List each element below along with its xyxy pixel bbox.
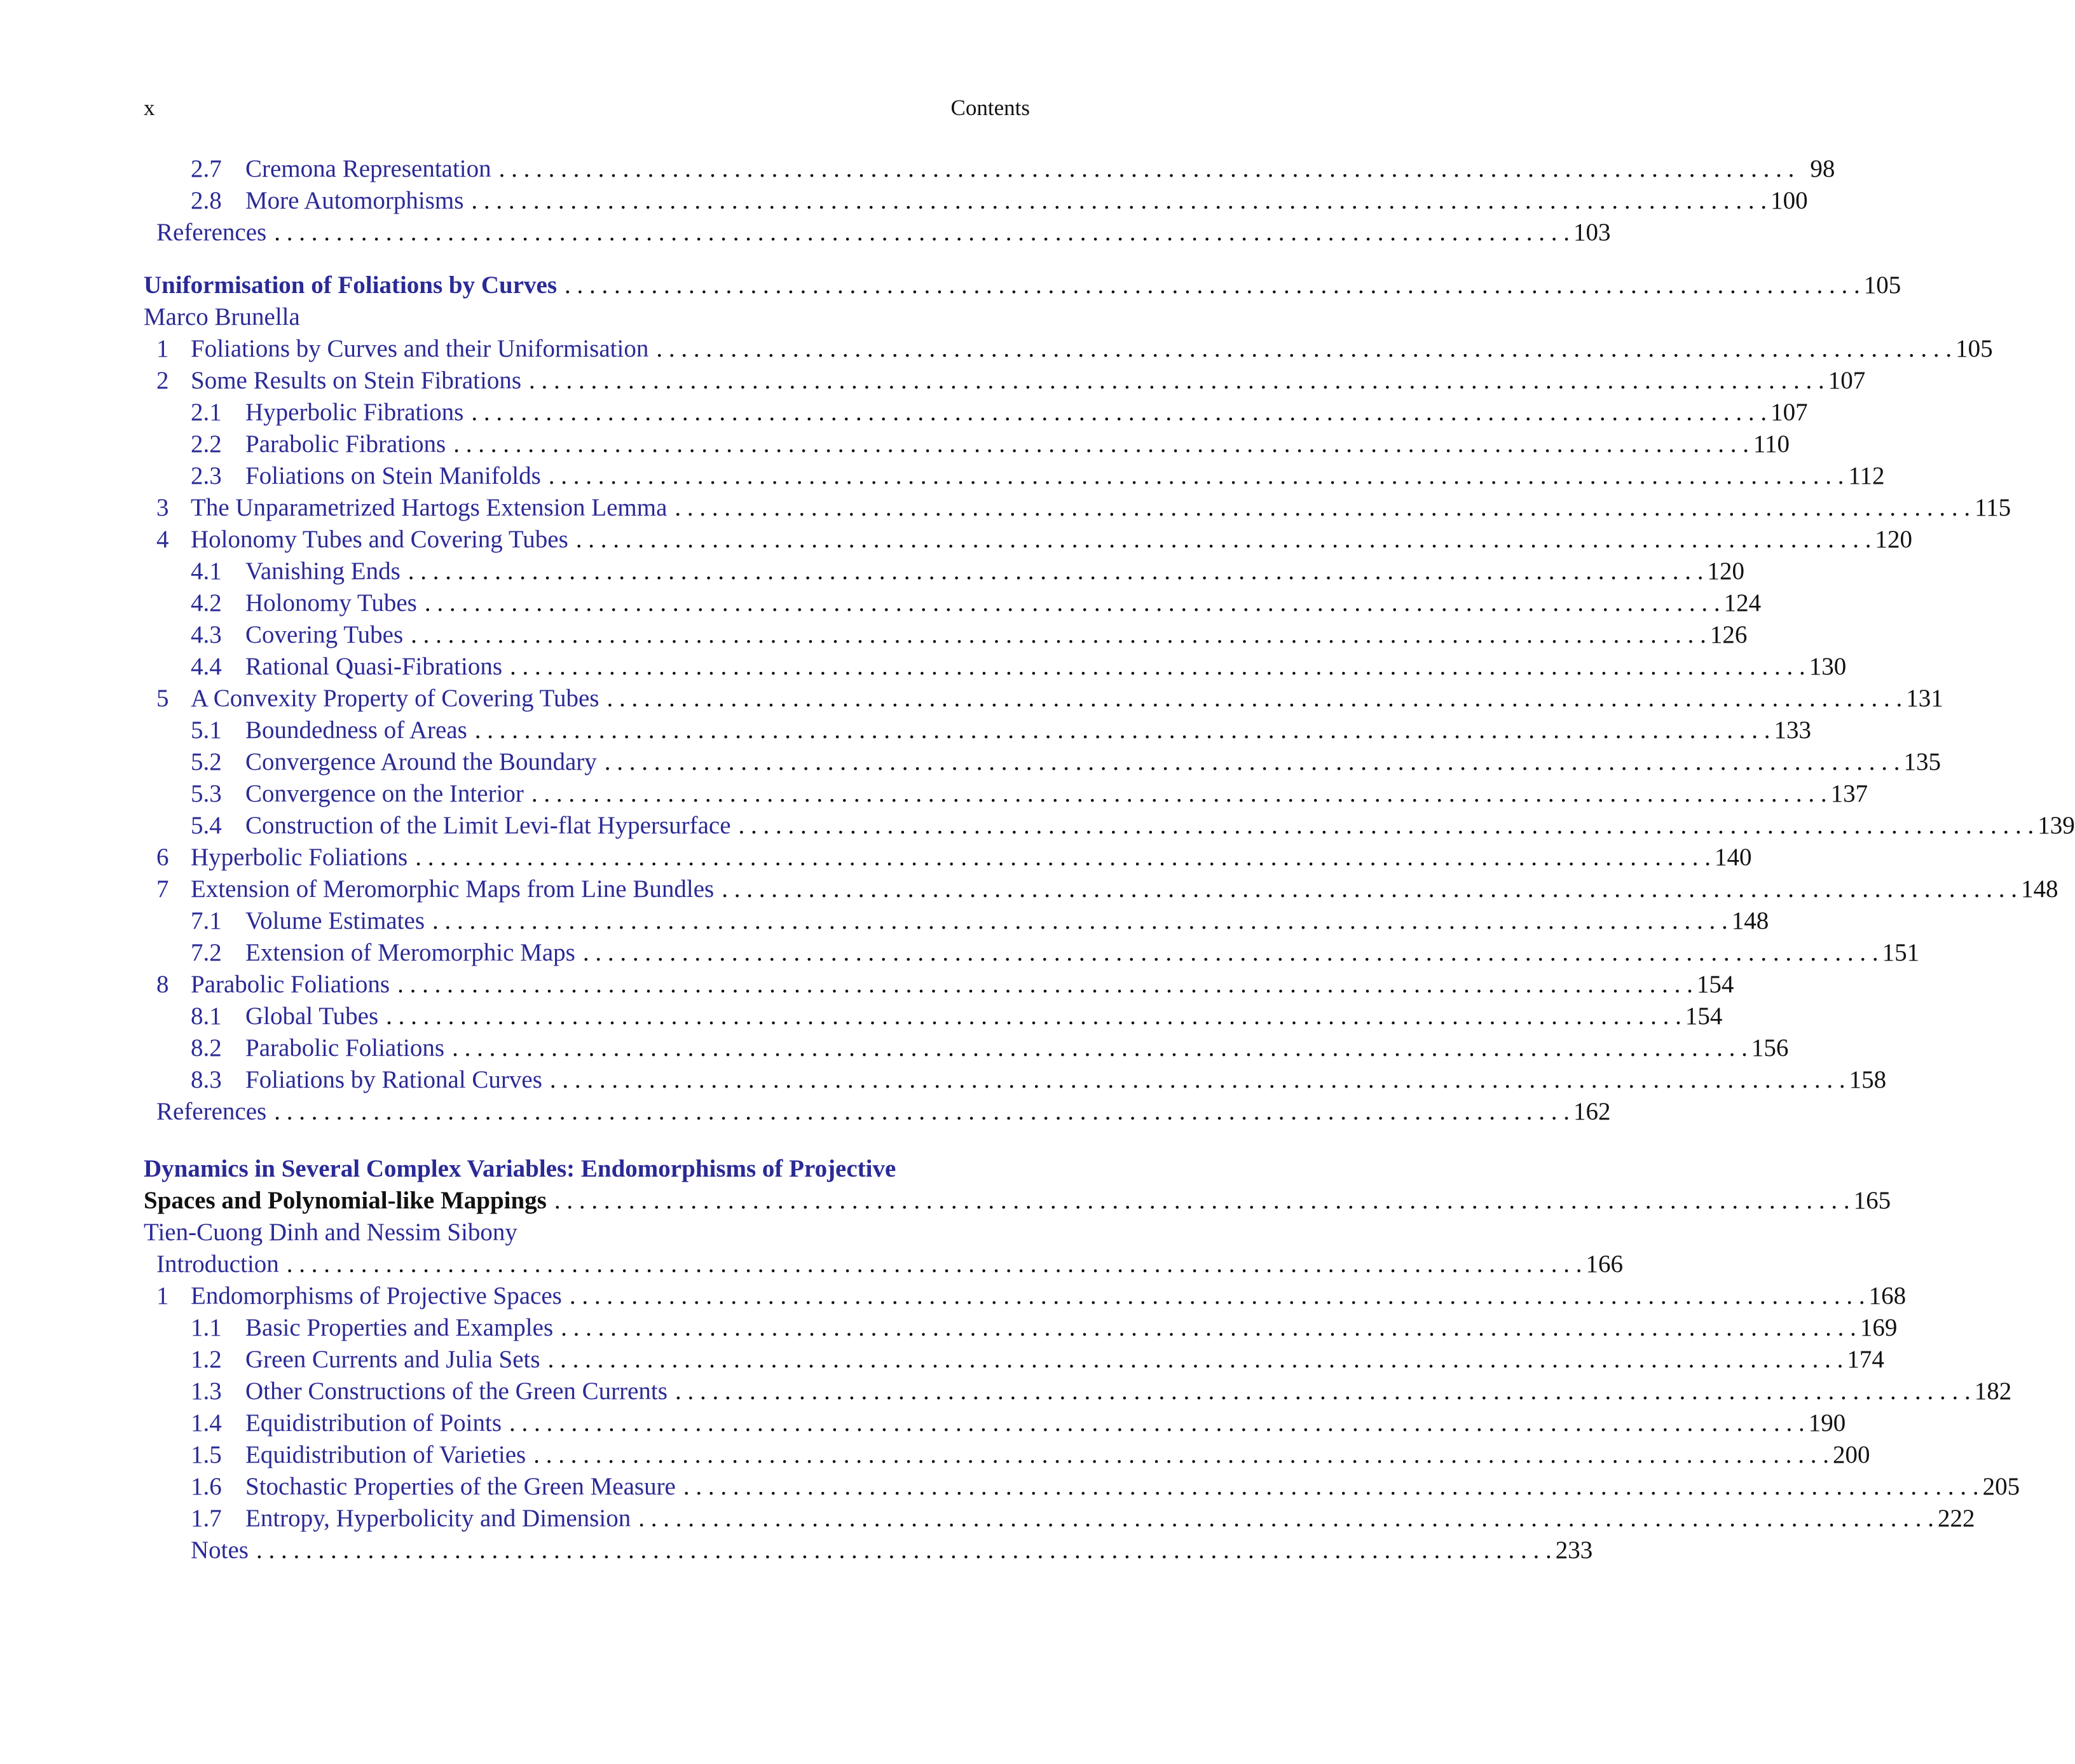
toc-entry-page: 98 [1810, 155, 1835, 182]
toc-entry[interactable] [144, 714, 1812, 746]
toc-entry-title[interactable]: Some Results on Stein Fibrations [191, 367, 522, 394]
chapter-title-continued[interactable]: Spaces and Polynomial-like Mappings [144, 1187, 547, 1214]
toc-entry-page: 182 [1974, 1378, 2012, 1405]
chapter-title[interactable]: Uniformisation of Foliations by Curves [144, 271, 558, 299]
leader-dots: . . . . . . . . . . . . . . . . . . . . . . . . . . . . . . . . . . . . . . . . . . . . . . . . . . . . . . . . . . . . . . . . . . . . . . . . . . . . . . . . . . . . . . . . . . . . . . . . . . . . . . . . . [561, 1314, 1856, 1341]
leader-dots: . . . . . . . . . . . . . . . . . . . . . . . . . . . . . . . . . . . . . . . . . . . . . . . . . . . . . . . . . . . . . . . . . . . . . . . . . . . . . . . . . . . . . . . . . . . . . . . . . . . . . . . . . [471, 399, 1767, 426]
toc-entry-title[interactable]: Cremona Representation [245, 155, 491, 182]
toc-entry-title[interactable]: Foliations on Stein Manifolds [245, 462, 541, 489]
toc-entry[interactable] [144, 587, 1762, 619]
toc-entry-number: 7.2 [191, 939, 222, 966]
toc-entry[interactable] [144, 1439, 1870, 1471]
leader-dots: . . . . . . . . . . . . . . . . . . . . . . . . . . . . . . . . . . . . . . . . . . . . . . . . . . . . . . . . . . . . . . . . . . . . . . . . . . . . . . . . . . . . . . . . . . . . . . . . . . . . . . . . . [471, 187, 1767, 214]
toc-entry-page: 233 [1555, 1536, 1593, 1564]
toc-chapter[interactable] [144, 270, 1901, 301]
toc-entry-title[interactable]: Extension of Meromorphic Maps [245, 939, 575, 966]
running-head [144, 95, 1030, 126]
toc-entry-number: 5.2 [191, 748, 222, 776]
toc-entry-title[interactable]: Holonomy Tubes and Covering Tubes [191, 526, 568, 553]
toc-entry-title[interactable]: Volume Estimates [245, 907, 425, 934]
toc-entry[interactable] [144, 460, 1885, 492]
toc-entry-title[interactable]: References [156, 1098, 267, 1125]
leader-dots: . . . . . . . . . . . . . . . . . . . . . . . . . . . . . . . . . . . . . . . . . . . . . . . . . . . . . . . . . . . . . . . . . . . . . . . . . . . . . . . . . . . . . . . . . . . . . . . . . . . . . . . . . [575, 526, 1872, 553]
toc-entry-page: 205 [1982, 1473, 2020, 1500]
leader-dots: . . . . . . . . . . . . . . . . . . . . . . . . . . . . . . . . . . . . . . . . . . . . . . . . . . . . . . . . . . . . . . . . . . . . . . . . . . . . . . . . . . . . . . . . . . . . . . . . . . . . . . . . . [675, 494, 1971, 521]
toc-entry-page: 139 [2037, 812, 2075, 839]
leader-dots: . . . . . . . . . . . . . . . . . . . . . . . . . . . . . . . . . . . . . . . . . . . . . . . . . . . . . . . . . . . . . . . . . . . . . . . . . . . . . . . . . . . . . . . . . . . . . . . . . . . . . . . . . [256, 1536, 1552, 1564]
toc-entry[interactable] [144, 492, 2011, 524]
toc-entry-page: 103 [1573, 219, 1611, 246]
toc-entry-page: 126 [1709, 621, 1748, 648]
toc-entry[interactable] [144, 1312, 1898, 1344]
toc-entry-title[interactable]: Other Constructions of the Green Currents [245, 1378, 668, 1405]
toc-entry-number: 1.4 [191, 1409, 222, 1437]
toc-entry-page: 200 [1832, 1441, 1870, 1468]
toc-entry-number: 5.3 [191, 780, 222, 807]
leader-dots: . . . . . . . . . . . . . . . . . . . . . . . . . . . . . . . . . . . . . . . . . . . . . . . . . . . . . . . . . . . . . . . . . . . . . . . . . . . . . . . . . . . . . . . . . . . . . . . . . . . . . . . . . [411, 621, 1706, 648]
toc-entry-title[interactable]: Foliations by Rational Curves [245, 1066, 542, 1093]
toc-chapter[interactable] [144, 1185, 1891, 1217]
toc-entry-title[interactable]: Notes [191, 1536, 249, 1564]
toc-entry-number: 8 [156, 971, 169, 998]
toc-entry-title[interactable]: Convergence Around the Boundary [245, 748, 597, 776]
toc-entry-page: 140 [1714, 844, 1752, 871]
toc-entry[interactable] [144, 1280, 1907, 1312]
toc-entry-number: 4.3 [191, 621, 222, 648]
toc-entry-number: 2.8 [191, 187, 222, 214]
toc-entry-page: 162 [1573, 1098, 1611, 1125]
toc-entry[interactable] [144, 1503, 1975, 1535]
toc-entry-number: 8.1 [191, 1002, 222, 1030]
toc-entry[interactable] [144, 1032, 1789, 1064]
toc-entry-page: 137 [1830, 780, 1868, 807]
toc-entry-number: 2.7 [191, 155, 222, 182]
toc-entry-title[interactable]: Covering Tubes [245, 621, 404, 648]
toc-entry-title[interactable]: Parabolic Foliations [245, 1034, 445, 1062]
toc-entry-number: 1.7 [191, 1505, 222, 1532]
leader-dots: . . . . . . . . . . . . . . . . . . . . . . . . . . . . . . . . . . . . . . . . . . . . . . . . . . . . . . . . . . . . . . . . . . . . . . . . . . . . . . . . . . . . . . . . . . . . . . . . . . . . . . . . . [738, 812, 2034, 839]
toc-entry-page: 174 [1847, 1346, 1884, 1373]
toc-entry[interactable] [144, 153, 1835, 185]
leader-dots: . . . . . . . . . . . . . . . . . . . . . . . . . . . . . . . . . . . . . . . . . . . . . . . . . . . . . . . . . . . . . . . . . . . . . . . . . . . . . . . . . . . . . . . . . . . . . . . . . . . . . . . . . [432, 907, 1728, 934]
toc-entry-page: 158 [1849, 1066, 1887, 1093]
leader-dots: . . . . . . . . . . . . . . . . . . . . . . . . . . . . . . . . . . . . . . . . . . . . . . . . . . . . . . . . . . . . . . . . . . . . . . . . . . . . . . . . . . . . . . . . . . . . . . . . . . . . . . . . . [656, 335, 1952, 362]
leader-dots: . . . . . . . . . . . . . . . . . . . . . . . . . . . . . . . . . . . . . . . . . . . . . . . . . . . . . . . . . . . . . . . . . . . . . . . . . . . . . . . . . . . . . . . . . . . . . . . . . . . . . . . . . [675, 1378, 1971, 1405]
toc-entry-page: 115 [1975, 494, 2011, 521]
toc-entry-title[interactable]: Equidistribution of Varieties [245, 1441, 526, 1468]
leader-dots: . . . . . . . . . . . . . . . . . . . . . . . . . . . . . . . . . . . . . . . . . . . . . . . . . . . . . . . . . . . . . . . . . . . . . . . . . . . . . . . . . . . . . . . . . . . . . . . . . . . . . . . . . [274, 1098, 1570, 1125]
leader-dots: . . . . . . . . . . . . . . . . . . . . . . . . . . . . . . . . . . . . . . . . . . . . . . . . . . . . . . . . . . . . . . . . . . . . . . . . . . . . . . . . . . . . . . . . . . . . . . . . . . . . . . . . . [397, 971, 1693, 998]
toc-entry-number: 8.2 [191, 1034, 222, 1062]
toc-entry-number: 5.4 [191, 812, 222, 839]
toc-entry[interactable] [144, 1471, 2020, 1503]
toc-entry-title[interactable]: Basic Properties and Examples [245, 1314, 554, 1341]
toc-entry-title[interactable]: Holonomy Tubes [245, 589, 417, 617]
toc-entry-number: 2.1 [191, 399, 222, 426]
toc-entry-title[interactable]: Parabolic Fibrations [245, 430, 446, 458]
toc-entry-number: 1 [156, 1282, 169, 1309]
toc-entry-title[interactable]: Equidistribution of Points [245, 1409, 502, 1437]
leader-dots: . . . . . . . . . . . . . . . . . . . . . . . . . . . . . . . . . . . . . . . . . . . . . . . . . . . . . . . . . . . . . . . . . . . . . . . . . . . . . . . . . . . . . . . . . . . . . . . . . . . . . . . . . [424, 589, 1720, 617]
toc-entry[interactable] [144, 185, 1808, 217]
toc-entry-title[interactable]: Stochastic Properties of the Green Measure [245, 1473, 676, 1500]
toc-entry-page: 131 [1906, 685, 1943, 712]
chapter-page: 105 [1863, 271, 1901, 299]
toc-entry-page: 168 [1868, 1282, 1907, 1309]
leader-dots: . . . . . . . . . . . . . . . . . . . . . . . . . . . . . . . . . . . . . . . . . . . . . . . . . . . . . . . . . . . . . . . . . . . . . . . . . . . . . . . . . . . . . . . . . . . . . . . . . . . . . . . . . [274, 219, 1570, 246]
toc-entry-title[interactable]: Convergence on the Interior [245, 780, 524, 807]
toc-entry-number: 5 [156, 685, 169, 712]
toc-entry-page: 166 [1585, 1250, 1624, 1278]
toc-entry-introduction[interactable] [144, 1248, 1624, 1280]
leader-dots: . . . . . . . . . . . . . . . . . . . . . . . . . . . . . . . . . . . . . . . . . . . . . . . . . . . . . . . . . . . . . . . . . . . . . . . . . . . . . . . . . . . . . . . . . . . . . . . . . . . . . . . . . [498, 155, 1795, 182]
leader-dots: . . . . . . . . . . . . . . . . . . . . . . . . . . . . . . . . . . . . . . . . . . . . . . . . . . . . . . . . . . . . . . . . . . . . . . . . . . . . . . . . . . . . . . . . . . . . . . . . . . . . . . . . . [683, 1473, 1979, 1500]
toc-entry-title[interactable]: Vanishing Ends [245, 557, 401, 585]
toc-chapter-title-line1[interactable] [144, 1153, 1030, 1185]
toc-entry[interactable] [144, 810, 2075, 842]
toc-entry[interactable] [144, 683, 1943, 714]
toc-entry-title[interactable]: Entropy, Hyperbolicity and Dimension [245, 1505, 631, 1532]
toc-entry[interactable] [144, 746, 1941, 778]
toc-entry-page: 110 [1753, 430, 1790, 458]
toc-entry-title[interactable]: A Convexity Property of Covering Tubes [191, 685, 599, 712]
toc-entry[interactable] [144, 1064, 1887, 1096]
toc-entry-title[interactable]: Rational Quasi-Fibrations [245, 653, 503, 680]
toc-entry-page: 154 [1696, 971, 1734, 998]
toc-entry-number: 1.3 [191, 1378, 222, 1405]
toc-entry-number: 4.1 [191, 557, 222, 585]
leader-dots: . . . . . . . . . . . . . . . . . . . . . . . . . . . . . . . . . . . . . . . . . . . . . . . . . . . . . . . . . . . . . . . . . . . . . . . . . . . . . . . . . . . . . . . . . . . . . . . . . . . . . . . . . [547, 1346, 1844, 1373]
leader-dots: . . . . . . . . . . . . . . . . . . . . . . . . . . . . . . . . . . . . . . . . . . . . . . . . . . . . . . . . . . . . . . . . . . . . . . . . . . . . . . . . . . . . . . . . . . . . . . . . . . . . . . . . . [604, 748, 1900, 776]
toc-entry-page: 100 [1770, 187, 1808, 214]
chapter-title[interactable]: Dynamics in Several Complex Variables: Endomorphisms of Projective [144, 1155, 896, 1182]
toc-entry-title[interactable]: More Automorphisms [245, 187, 464, 214]
toc-entry-references[interactable] [144, 217, 1611, 249]
leader-dots: . . . . . . . . . . . . . . . . . . . . . . . . . . . . . . . . . . . . . . . . . . . . . . . . . . . . . . . . . . . . . . . . . . . . . . . . . . . . . . . . . . . . . . . . . . . . . . . . . . . . . . . . . [606, 685, 1903, 712]
chapter-author[interactable]: Marco Brunella [144, 303, 300, 331]
toc-entry-page: 190 [1808, 1409, 1846, 1437]
toc-entry-title[interactable]: Hyperbolic Foliations [191, 844, 408, 871]
toc-entry-page: 107 [1828, 367, 1866, 394]
toc-entry[interactable] [144, 1001, 1723, 1032]
toc-entry[interactable] [144, 333, 1993, 365]
toc-entry[interactable] [144, 365, 1866, 397]
toc-entry-page: 156 [1751, 1034, 1789, 1062]
toc-entry-title[interactable]: Boundedness of Areas [245, 716, 467, 744]
leader-dots: . . . . . . . . . . . . . . . . . . . . . . . . . . . . . . . . . . . . . . . . . . . . . . . . . . . . . . . . . . . . . . . . . . . . . . . . . . . . . . . . . . . . . . . . . . . . . . . . . . . . . . . . . [554, 1187, 1850, 1214]
page-number: x [144, 95, 155, 120]
toc-entry[interactable] [144, 778, 1868, 810]
leader-dots: . . . . . . . . . . . . . . . . . . . . . . . . . . . . . . . . . . . . . . . . . . . . . . . . . . . . . . . . . . . . . . . . . . . . . . . . . . . . . . . . . . . . . . . . . . . . . . . . . . . . . . . . . [548, 462, 1844, 489]
toc-entry[interactable] [144, 428, 1790, 460]
leader-dots: . . . . . . . . . . . . . . . . . . . . . . . . . . . . . . . . . . . . . . . . . . . . . . . . . . . . . . . . . . . . . . . . . . . . . . . . . . . . . . . . . . . . . . . . . . . . . . . . . . . . . . . . . [474, 716, 1770, 744]
leader-dots: . . . . . . . . . . . . . . . . . . . . . . . . . . . . . . . . . . . . . . . . . . . . . . . . . . . . . . . . . . . . . . . . . . . . . . . . . . . . . . . . . . . . . . . . . . . . . . . . . . . . . . . . . [549, 1066, 1846, 1093]
toc-entry-title[interactable]: References [156, 219, 267, 246]
toc-entry-references[interactable] [144, 1096, 1611, 1128]
toc-entry-page: 135 [1903, 748, 1941, 776]
leader-dots: . . . . . . . . . . . . . . . . . . . . . . . . . . . . . . . . . . . . . . . . . . . . . . . . . . . . . . . . . . . . . . . . . . . . . . . . . . . . . . . . . . . . . . . . . . . . . . . . . . . . . . . . . [531, 780, 1827, 807]
toc-entry-page: 169 [1859, 1314, 1898, 1341]
toc-entry[interactable] [144, 524, 1913, 556]
toc-entry-page: 130 [1809, 653, 1847, 680]
toc-entry-number: 7.1 [191, 907, 222, 934]
toc-entry[interactable] [144, 937, 1920, 969]
leader-dots: . . . . . . . . . . . . . . . . . . . . . . . . . . . . . . . . . . . . . . . . . . . . . . . . . . . . . . . . . . . . . . . . . . . . . . . . . . . . . . . . . . . . . . . . . . . . . . . . . . . . . . . . . [582, 939, 1879, 966]
toc-entry-number: 5.1 [191, 716, 222, 744]
toc-entry-title[interactable]: Extension of Meromorphic Maps from Line Bundles [191, 875, 715, 903]
toc-entry-page: 107 [1770, 399, 1808, 426]
leader-dots: . . . . . . . . . . . . . . . . . . . . . . . . . . . . . . . . . . . . . . . . . . . . . . . . . . . . . . . . . . . . . . . . . . . . . . . . . . . . . . . . . . . . . . . . . . . . . . . . . . . . . . . . . [452, 1034, 1748, 1062]
toc-entry-number: 1.2 [191, 1346, 222, 1373]
toc-entry-title[interactable]: Green Currents and Julia Sets [245, 1346, 540, 1373]
toc-entry[interactable] [144, 842, 1752, 873]
toc-entry-number: 3 [156, 494, 169, 521]
toc-entry-title[interactable]: Endomorphisms of Projective Spaces [191, 1282, 562, 1309]
toc-entry[interactable] [144, 873, 2058, 905]
leader-dots: . . . . . . . . . . . . . . . . . . . . . . . . . . . . . . . . . . . . . . . . . . . . . . . . . . . . . . . . . . . . . . . . . . . . . . . . . . . . . . . . . . . . . . . . . . . . . . . . . . . . . . . . . [565, 271, 1860, 299]
toc-entry[interactable] [144, 1344, 1884, 1376]
toc-entry-title[interactable]: Global Tubes [245, 1002, 379, 1030]
toc-entry-page: 148 [2020, 875, 2058, 903]
toc-entry-page: 120 [1707, 557, 1744, 585]
toc-entry-page: 112 [1848, 462, 1885, 489]
leader-dots: . . . . . . . . . . . . . . . . . . . . . . . . . . . . . . . . . . . . . . . . . . . . . . . . . . . . . . . . . . . . . . . . . . . . . . . . . . . . . . . . . . . . . . . . . . . . . . . . . . . . . . . . . [386, 1002, 1681, 1030]
leader-dots: . . . . . . . . . . . . . . . . . . . . . . . . . . . . . . . . . . . . . . . . . . . . . . . . . . . . . . . . . . . . . . . . . . . . . . . . . . . . . . . . . . . . . . . . . . . . . . . . . . . . . . . . . [510, 653, 1805, 680]
leader-dots: . . . . . . . . . . . . . . . . . . . . . . . . . . . . . . . . . . . . . . . . . . . . . . . . . . . . . . . . . . . . . . . . . . . . . . . . . . . . . . . . . . . . . . . . . . . . . . . . . . . . . . . . . [638, 1505, 1934, 1532]
leader-dots: . . . . . . . . . . . . . . . . . . . . . . . . . . . . . . . . . . . . . . . . . . . . . . . . . . . . . . . . . . . . . . . . . . . . . . . . . . . . . . . . . . . . . . . . . . . . . . . . . . . . . . . . . [407, 557, 1704, 585]
toc-entry-page: 133 [1774, 716, 1812, 744]
toc-entry[interactable] [144, 969, 1734, 1001]
toc-entry-number: 6 [156, 844, 169, 871]
toc-entry-title[interactable]: Hyperbolic Fibrations [245, 399, 464, 426]
leader-dots: . . . . . . . . . . . . . . . . . . . . . . . . . . . . . . . . . . . . . . . . . . . . . . . . . . . . . . . . . . . . . . . . . . . . . . . . . . . . . . . . . . . . . . . . . . . . . . . . . . . . . . . . . [533, 1441, 1829, 1468]
toc-entry-title[interactable]: Foliations by Curves and their Uniformisation [191, 335, 649, 362]
toc-entry-page: 105 [1955, 335, 1993, 362]
toc-entry-page: 154 [1685, 1002, 1723, 1030]
toc-entry-notes[interactable] [144, 1535, 1593, 1566]
toc-entry-number: 4.4 [191, 653, 222, 680]
toc-entry-title[interactable]: Construction of the Limit Levi-flat Hypersurface [245, 812, 731, 839]
toc-entry-number: 2.3 [191, 462, 222, 489]
toc-entry-page: 222 [1937, 1505, 1975, 1532]
toc-entry-page: 148 [1731, 907, 1769, 934]
toc-entry[interactable] [144, 397, 1808, 428]
running-head-section: Contents [950, 95, 1030, 120]
toc-entry-page: 151 [1882, 939, 1920, 966]
toc-entry-number: 4.2 [191, 589, 222, 617]
toc-entry-number: 7 [156, 875, 169, 903]
toc-entry[interactable] [144, 619, 1748, 651]
toc-entry-title[interactable]: Introduction [156, 1250, 279, 1278]
toc-entry-number: 4 [156, 526, 169, 553]
toc-entry[interactable] [144, 1407, 1846, 1439]
chapter-author[interactable]: Tien-Cuong Dinh and Nessim Sibony [144, 1219, 517, 1246]
toc-entry-number: 1 [156, 335, 169, 362]
toc-entry-number: 8.3 [191, 1066, 222, 1093]
toc-entry[interactable] [144, 651, 1847, 683]
leader-dots: . . . . . . . . . . . . . . . . . . . . . . . . . . . . . . . . . . . . . . . . . . . . . . . . . . . . . . . . . . . . . . . . . . . . . . . . . . . . . . . . . . . . . . . . . . . . . . . . . . . . . . . . . [509, 1409, 1805, 1437]
toc-entry[interactable] [144, 1376, 2012, 1407]
toc-entry-title[interactable]: The Unparametrized Hartogs Extension Lemma [191, 494, 668, 521]
leader-dots: . . . . . . . . . . . . . . . . . . . . . . . . . . . . . . . . . . . . . . . . . . . . . . . . . . . . . . . . . . . . . . . . . . . . . . . . . . . . . . . . . . . . . . . . . . . . . . . . . . . . . . . . . [453, 430, 1749, 458]
toc-entry-number: 1.5 [191, 1441, 222, 1468]
toc-entry-number: 1.1 [191, 1314, 222, 1341]
toc-entry[interactable] [144, 905, 1769, 937]
leader-dots: . . . . . . . . . . . . . . . . . . . . . . . . . . . . . . . . . . . . . . . . . . . . . . . . . . . . . . . . . . . . . . . . . . . . . . . . . . . . . . . . . . . . . . . . . . . . . . . . . . . . . . . . . [722, 875, 2017, 903]
toc-entry-page: 124 [1723, 589, 1762, 617]
leader-dots: . . . . . . . . . . . . . . . . . . . . . . . . . . . . . . . . . . . . . . . . . . . . . . . . . . . . . . . . . . . . . . . . . . . . . . . . . . . . . . . . . . . . . . . . . . . . . . . . . . . . . . . . . [415, 844, 1711, 871]
toc-entry-number: 2 [156, 367, 169, 394]
toc-entry[interactable] [144, 556, 1744, 587]
leader-dots: . . . . . . . . . . . . . . . . . . . . . . . . . . . . . . . . . . . . . . . . . . . . . . . . . . . . . . . . . . . . . . . . . . . . . . . . . . . . . . . . . . . . . . . . . . . . . . . . . . . . . . . . . [286, 1250, 1582, 1278]
toc-entry-number: 2.2 [191, 430, 222, 458]
toc-entry-number: 1.6 [191, 1473, 222, 1500]
toc-entry-title[interactable]: Parabolic Foliations [191, 971, 390, 998]
leader-dots: . . . . . . . . . . . . . . . . . . . . . . . . . . . . . . . . . . . . . . . . . . . . . . . . . . . . . . . . . . . . . . . . . . . . . . . . . . . . . . . . . . . . . . . . . . . . . . . . . . . . . . . . . [529, 367, 1825, 394]
toc-entry-page: 120 [1875, 526, 1913, 553]
leader-dots: . . . . . . . . . . . . . . . . . . . . . . . . . . . . . . . . . . . . . . . . . . . . . . . . . . . . . . . . . . . . . . . . . . . . . . . . . . . . . . . . . . . . . . . . . . . . . . . . . . . . . . . . . [569, 1282, 1865, 1309]
chapter-page: 165 [1853, 1187, 1891, 1214]
